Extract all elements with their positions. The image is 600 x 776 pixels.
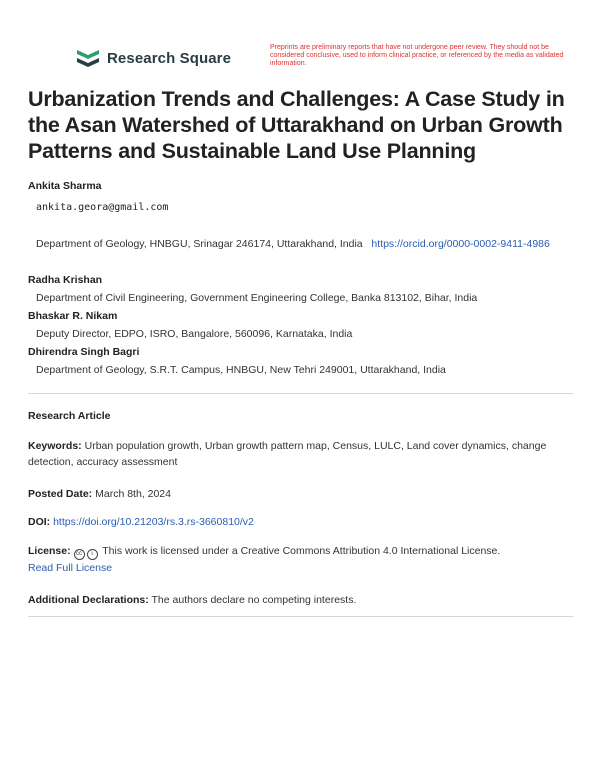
author-affiliation (28, 236, 586, 252)
posted-date-value: March 8th, 2024 (95, 488, 171, 500)
author-name: Radha Krishan (28, 274, 103, 286)
article-type (28, 408, 578, 424)
posted-date (28, 486, 578, 502)
author-name: Dhirendra Singh Bagri (28, 346, 140, 358)
author-affiliation: Deputy Director, EDPO, ISRO, Bangalore, 560096, Karnataka, India (36, 328, 353, 340)
divider (28, 393, 573, 394)
article-type-label: Research Article (28, 410, 111, 422)
preprint-disclaimer: Preprints are preliminary reports that have not undergone peer review. They should not be considered conclusive, used to inform clinical practice, or referenced by the media as validated information. (270, 44, 564, 67)
research-square-logo-icon (75, 47, 101, 69)
author-email[interactable]: ankita.geora@gmail.com (36, 202, 169, 213)
license-text: This work is licensed under a Creative Commons Attribution 4.0 International License. (102, 545, 501, 557)
author-name: Bhaskar R. Nikam (28, 310, 118, 322)
author-affiliation: Department of Civil Engineering, Government Engineering College, Banka 813102, Bihar, India (36, 292, 478, 304)
author-name: Ankita Sharma (28, 180, 102, 192)
divider (28, 616, 573, 617)
cc-by-icon: i (87, 549, 98, 560)
orcid-link[interactable]: https://orcid.org/0000-0002-9411-4986 (371, 238, 550, 250)
paper-title: Urbanization Trends and Challenges: A Case Study in the Asan Watershed of Uttarakhand on Urban Growth Patterns and Sustainable Land Use Planning (28, 87, 565, 163)
affiliation-text: Department of Geology, HNBGU, Srinagar 246174, Uttarakhand, India (36, 238, 363, 250)
keywords-label: Keywords: (28, 440, 82, 452)
license-label: License: (28, 545, 71, 557)
declarations-value: The authors declare no competing interests. (151, 594, 357, 606)
research-square-logo[interactable] (75, 47, 231, 69)
keywords-value: Urban population growth, Urban growth pattern map, Census, LULC, Land cover dynamics, change detection, accuracy assessment (28, 440, 547, 468)
doi (28, 514, 578, 530)
read-full-license-link[interactable]: Read Full License (28, 562, 113, 574)
cc-icon: cc (74, 549, 85, 560)
author-affiliation: Department of Geology, S.R.T. Campus, HNBGU, New Tehri 249001, Uttarakhand, India (36, 364, 446, 376)
doi-label: DOI: (28, 516, 51, 528)
doi-link[interactable]: https://doi.org/10.21203/rs.3.rs-3660810/v2 (53, 516, 254, 528)
posted-date-label: Posted Date: (28, 488, 93, 500)
license (28, 543, 578, 576)
additional-declarations (28, 592, 578, 608)
keywords (28, 438, 578, 470)
brand-name: Research Square (107, 49, 232, 67)
declarations-label: Additional Declarations: (28, 594, 149, 606)
